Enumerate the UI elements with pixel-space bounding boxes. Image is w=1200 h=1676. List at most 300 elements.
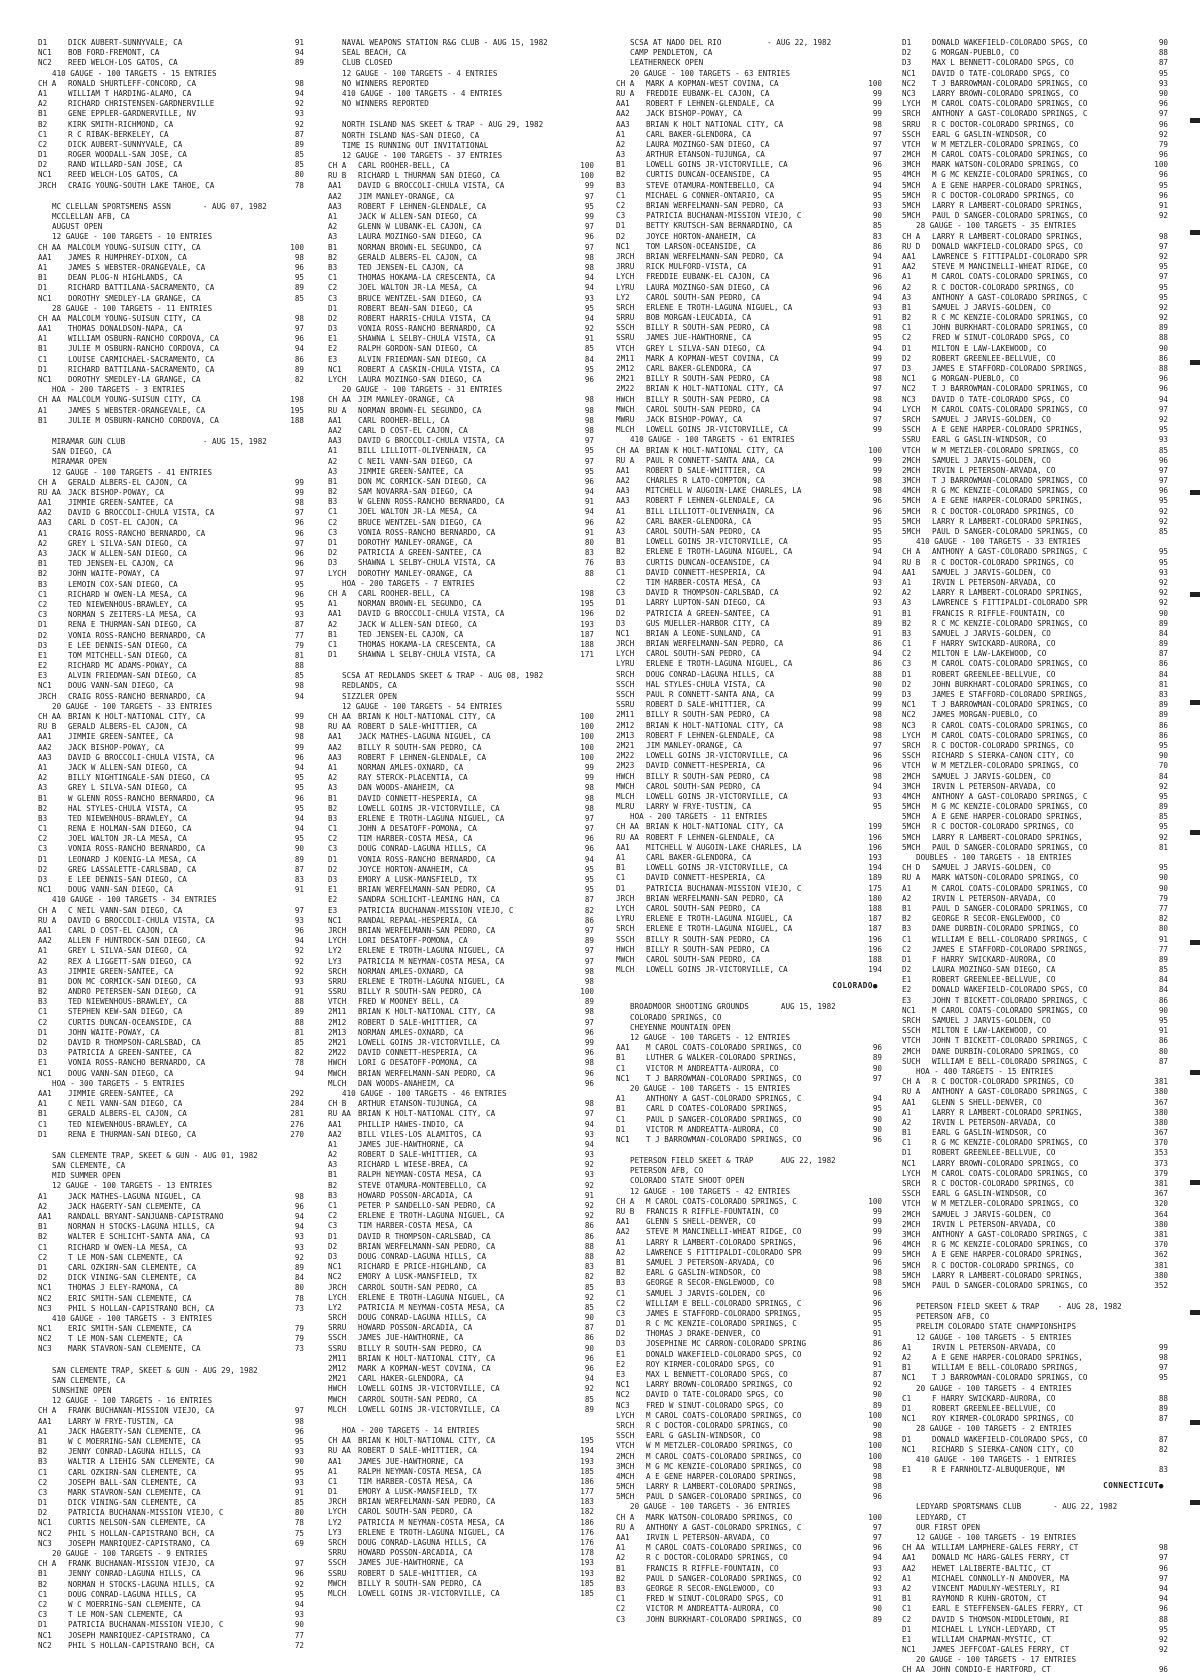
result-row [902,120,1168,130]
shoot-section [328,1426,594,1599]
score: 86 [872,639,882,649]
class-code [328,89,342,99]
class-code: C1 [616,1594,626,1604]
result-row [902,731,1168,741]
score: 78 [294,1518,304,1528]
result-row [616,344,882,354]
class-code: AA1 [38,732,52,742]
score [572,58,594,68]
score: 95 [872,1319,882,1329]
shooter-name: DAVID CONNETT-HESPERIA, CA [646,873,765,883]
score: 89 [294,283,304,293]
shoot-section [902,38,1168,1291]
class-code: A1 [328,446,338,456]
class-code [902,1384,916,1394]
shooter-name: GEORGE R SECOR-ENGLEWOOD, CO [646,1278,775,1288]
class-code: LYCH [902,1168,921,1178]
result-row [38,1406,304,1416]
shooter-name: JACK W ALLEN-SAN DIEGO, CA [358,619,477,629]
class-code: B1 [38,976,48,986]
result-row [328,1211,594,1221]
score: 89 [584,936,594,946]
shooter-name: G MORGAN-PUEBLO, CO [932,374,1019,384]
class-code: A2 [902,1583,912,1593]
result-row [616,609,882,619]
class-code: AA1 [38,925,52,935]
class-code: D1 [38,150,48,160]
shooter-name: M CAROL COATS-COLORADO SPRINGS, C [646,1196,797,1206]
shooter-name: DANE DURBIN-COLORADO SPRINGS, CO [932,924,1079,934]
shooter-name: W M METZLER-COLORADO SPRINGS, CO [932,761,1079,771]
margin-mark [1190,1420,1200,1425]
class-code: B2 [328,803,338,813]
score [282,232,304,242]
score: 91 [872,608,882,618]
score: 85 [584,1302,594,1312]
score: 367 [1154,1189,1168,1199]
shooter-name: VONIA ROSS-RANCHO BERNARDO, CA [68,630,206,640]
shooter-name: ERLENE E TROTH-LAGUNA NIGUEL, CA [646,914,793,924]
class-code: NC3 [38,1303,52,1313]
result-row [616,741,882,751]
score: 188 [290,415,304,425]
shooter-name: CAROL SOUTH-SAN PEDRO, CA [646,404,761,414]
class-code: C1 [902,1393,912,1403]
shooter-name: ROBERT BEAN-SAN DIEGO, CA [358,303,473,313]
shooter-name: M G MC KENZIE-COLORADO SPRINGS, CO [932,170,1088,180]
shooter-name: DONALD WAKFIELD-COLORADO SPGS, CO [932,241,1083,251]
results-page [38,38,1168,1675]
result-row [616,935,882,945]
class-code: C1 [38,129,48,139]
class-code [902,1655,916,1665]
class-code: B2 [616,1573,626,1583]
class-code [902,1513,916,1523]
shooter-name: BRIAN K HOLT-NATIONAL CITY, CA [646,822,784,832]
section-header-line [902,1523,1168,1533]
shooter-name: JULIE M OSBURN-RANCHO CORDOVA, CA [68,344,219,354]
result-row [616,1329,882,1339]
shoot-section [38,38,304,191]
score: 381 [1154,1229,1168,1239]
result-row [616,1360,882,1370]
shooter-name: LARRY R LAMBERT-COLORADO SPRINGS, [932,832,1083,842]
class-code [38,1396,52,1406]
score: 98 [584,976,594,986]
result-row [616,170,882,180]
shooter-name: BRIAN WERFELMANN-SAN PEDRO, CA [646,639,784,649]
score: 94 [1158,1594,1168,1604]
class-code: NC3 [38,1538,52,1548]
class-code: 5MCH [902,506,921,516]
result-row [328,824,594,834]
score: 97 [1158,241,1168,251]
shooter-name: BILLY R SOUTH-SAN PEDRO, CA [646,944,770,954]
score: 99 [872,1217,882,1227]
result-row [328,814,594,824]
class-code: 4MCH [902,170,921,180]
score [572,141,594,151]
result-row [38,559,304,569]
shooter-name: BRIAN K HOLT-NATIONAL CITY, CA [358,1353,496,1363]
score: 186 [580,1476,594,1486]
class-code: C1 [328,824,338,834]
section-header-line [902,1312,1168,1322]
class-code: B1 [328,476,338,486]
result-row [616,792,882,802]
result-row [38,1590,304,1600]
class-code: B2 [616,547,626,557]
class-code: B2 [616,1268,626,1278]
class-code: D1 [616,598,626,608]
section-header-line [902,1322,1168,1332]
class-code: A1 [616,853,626,862]
class-code: NC1 [616,241,630,251]
shooter-name: DOUG CONRAD-LAGUNA HILLS, CA [358,1251,487,1261]
score: 80 [1158,924,1168,934]
shooter-name: JAMES E STAFFORD-COLORADO SPRINGS, [932,690,1088,699]
class-code: D3 [328,875,338,884]
score: 93 [294,1242,304,1252]
class-code: LYCH [328,1507,347,1517]
result-row [616,425,882,435]
score: 97 [872,364,882,373]
class-code [38,437,52,447]
class-code: RU AA [328,1446,351,1456]
shooter-name: M CAROL COATS-COLORADO SPRINGS, CO [932,272,1088,282]
result-row [616,181,882,191]
class-code: NC1 [38,681,52,691]
class-code: RU AA [616,832,639,842]
class-code: D2 [616,608,626,618]
result-row [902,619,1168,629]
score: 96 [584,1027,594,1037]
shooter-name: LEMOIN COX-SAN DIEGO, CA [68,579,178,589]
class-code: D3 [902,58,912,68]
result-row [38,1488,304,1498]
result-row [616,731,882,741]
shooter-name: FREDDIE EUBANK-EL CAJON, CA [646,88,770,98]
result-row [328,885,594,895]
score: 94 [294,824,304,834]
shooter-name: HOWARD POSSON-ARCADIA, CA [358,1323,473,1333]
score: 85 [1158,527,1168,536]
class-code: B1 [902,608,912,618]
section-header-line [902,1513,1168,1523]
shooter-name: LORI DESATOFF-POMONA, CA [358,936,468,946]
score: 98 [1158,231,1168,241]
score: 97 [294,905,304,915]
shooter-name: LOWELL GOINS JR-VICTORVILLE, CA [358,1404,500,1414]
class-code: CH A [38,905,57,915]
shooter-name: PAUL D SANGER-COLORADO SPRINGS, CO [932,842,1088,852]
shooter-name: IRVIN L PETERSON-ARVADA, CO [932,577,1056,587]
shoot-section [38,1151,304,1355]
score: 80 [584,538,594,547]
shooter-name: FRANK BUCHANAN-MISSION VIEJO, CA [68,1559,215,1569]
score: 94 [294,1599,304,1609]
score: 96 [872,1043,882,1053]
shooter-name: TOM MITCHELL-SAN DIEGO, CA [68,650,187,660]
section-header-line [902,1384,1168,1394]
result-row [328,1283,594,1293]
section-header-line [616,812,882,822]
score: 87 [584,1323,594,1333]
shooter-name: ROY KIRMER-COLORADO SPGS, CO [646,1359,775,1369]
result-row [902,303,1168,313]
result-row [38,671,304,681]
class-code: NC2 [902,384,916,394]
shooter-name: DAVID G BROCCOLI-CHULA VISTA, CA [358,609,505,619]
shooter-name: DAVID O TATE-COLORADO SPGS, CO [646,1390,784,1400]
shooter-name: SAMUEL J JARVIS-GOLDEN, CO [932,567,1051,577]
class-code: LYCH [328,375,347,384]
score: 97 [584,456,594,466]
shooter-name: BOB FORD-FREMONT, CA [68,48,160,58]
result-row [902,395,1168,405]
result-row [38,692,304,702]
section-header-line [902,1067,1168,1077]
result-row [616,1513,882,1523]
result-row [328,1323,594,1333]
result-row [616,140,882,150]
score: 94 [872,251,882,261]
shooter-name: LOWELL GOINS JR-VICTORVILLE, CA [646,425,788,435]
score: 95 [1158,822,1168,832]
shooter-name: JACK W ALLEN-SAN DIEGO, CA [358,212,477,221]
shooter-name: DAVID G BROCCOLI-CHULA VISTA, CA [68,752,215,762]
score: 95 [1158,1016,1168,1025]
shooter-name: R G MC KENZIE-COLORADO SPRINGS, CO [932,1240,1088,1250]
class-code: D1 [38,620,48,630]
class-code: B2 [38,569,48,579]
class-code: AA1 [328,415,342,425]
section-header-line [328,702,594,712]
score: 89 [1158,954,1168,964]
result-row [38,600,304,610]
class-code: B3 [328,262,338,272]
shooter-name: DOROTHY SMEDLEY-LA GRANGE, CA [68,293,201,303]
class-code: CH AA [328,1436,351,1446]
shooter-name: JACK BISHOP-POWAY, CA [68,487,165,497]
result-row [328,558,594,568]
result-row [328,640,594,650]
class-code: LY2 [328,1302,342,1312]
class-code: B3 [328,813,338,823]
score [572,1426,594,1436]
shooter-name: WILLIAM E BELL-COLORADO SPRINGS, C [646,1298,802,1308]
shooter-name: ERLENE E TROTH-LAGUNA NIGUEL, CA [646,659,793,669]
shooter-name: ALVIN FRIEDMAN-SAN DIEGO, CA [358,354,487,364]
score: 83 [872,231,882,241]
shooter-name: ROBERT D SALE-WHITTIER, CA [646,465,765,475]
result-row [616,578,882,588]
score [282,1181,304,1191]
shooter-name: ERLENE E TROTH-LAGUNA NIGUEL, CA [358,976,505,986]
score: 98 [584,1058,594,1068]
result-row [38,804,304,814]
result-row [902,1087,1168,1097]
result-row [902,1594,1168,1604]
score: 98 [584,405,594,415]
class-code: A2 [38,99,48,109]
score [282,1161,304,1171]
shooter-name: MILTON E LAW-LAKEWOOD, CO [932,1026,1047,1036]
header-text: HOA - 400 TARGETS - 15 ENTRIES [916,1066,1054,1076]
shooter-name: BILLY R SOUTH-SAN PEDRO, CA [646,710,770,720]
score: 89 [1158,1403,1168,1413]
class-code: SRCH [902,1016,921,1025]
section-header-line [38,457,304,467]
shooter-name: RAYMOND R KUHN-GROTON, CT [932,1594,1047,1604]
result-row [616,211,882,221]
score: 92 [1158,414,1168,424]
score: 94 [872,343,882,353]
class-code: HWCH [328,1384,347,1394]
result-row [328,569,594,579]
class-code [38,1376,52,1386]
result-row [38,518,304,528]
class-code: RU A [616,1522,635,1532]
result-row [38,1212,304,1222]
score: 85 [1158,445,1168,455]
score: 95 [1158,547,1168,557]
score: 96 [294,334,304,344]
result-row [38,1610,304,1620]
shooter-name: RICHARD CHRISTENSEN-GARDNERVILLE [68,99,215,109]
shooter-name: JACK HAGERTY-SAN CLEMENTE, CA [68,1426,201,1436]
result-row [38,549,304,559]
class-code: JRCH [38,691,57,701]
score: 96 [294,559,304,569]
shooter-name: EARL G GASLIN-WINDSOR, CO [932,1189,1047,1199]
shooter-name: T J BARROWMAN-COLORADO SPRINGS, CO [932,476,1088,486]
result-row [328,1303,594,1313]
result-row [902,191,1168,201]
header-text: NORTH ISLAND NAS SKEET & TRAP - AUG 29, 1982 [342,120,544,130]
shooter-name: BRIAN WERFELMANN-SAN PEDRO, CA [646,201,784,210]
score: 188 [868,954,882,964]
shooter-name: WILLIAM E BELL-COLORADO SPRINGS, [932,1363,1079,1373]
score: 87 [872,1370,882,1380]
section-header-line [616,1166,882,1176]
class-code: A2 [38,773,48,783]
class-code: B2 [902,313,912,323]
class-code: B2 [902,618,912,628]
section-header-line [328,681,594,691]
class-code: D3 [38,640,48,650]
result-row [328,1569,594,1579]
shooter-name: WILLIAM T HARDING-ALAMO, CA [68,88,192,98]
shooter-name: R C MC KENZIE-COLORADO SPRINGS, CO [932,618,1088,628]
section-header-line [902,1455,1168,1465]
score [1146,537,1168,547]
class-code: C1 [616,567,626,577]
score: 86 [294,354,304,364]
score: 97 [294,569,304,579]
result-row [328,294,594,304]
shooter-name: RENA E THURMAN-SAN DIEGO, CA [68,620,197,630]
result-row [328,743,594,753]
score: 86 [1158,659,1168,669]
class-code: 2M11 [616,353,635,363]
result-row [902,568,1168,578]
class-code: C1 [38,1467,48,1477]
class-code: B1 [38,415,48,425]
shooter-name: ERLENE E TROTH-LAGUNA NIGUEL, CA [358,813,505,823]
class-code: SSCH [902,1026,921,1036]
class-code [616,1023,630,1033]
class-code: LYCH [328,568,347,578]
score: 83 [294,875,304,884]
class-code: A1 [38,88,48,98]
header-text: MCCLELLAN AFB, CA [52,212,130,221]
shooter-name: FRANK BUCHANAN-MISSION VIEJO, CA [68,1406,215,1416]
score [572,48,594,58]
class-code: SSCH [328,1333,347,1343]
shooter-name: REX A LIGGETT-SAN DIEGO, CA [68,956,192,966]
result-row [902,99,1168,109]
class-code: C1 [616,190,626,200]
section-header-line [616,435,882,445]
class-code: D2 [902,353,912,363]
class-code: C3 [616,588,626,598]
result-row [902,1169,1168,1179]
score: 97 [872,1533,882,1543]
score: 100 [580,712,594,721]
score: 381 [1154,1077,1168,1087]
score: 84 [1158,985,1168,995]
result-row [38,1539,304,1549]
result-row [328,1109,594,1119]
class-code: 2M12 [616,364,635,373]
class-code: RU AA [38,487,61,497]
class-code: D1 [328,650,338,660]
class-code: AA3 [616,496,630,506]
class-code: D1 [328,1231,338,1241]
score: 93 [294,109,304,119]
score: 96 [1158,384,1168,394]
shooter-name: CRAIG ROSS-RANCHO BERNARDO, CA [68,691,206,701]
result-row [328,1232,594,1242]
shooter-name: W M METZLER-COLORADO SPRINGS, CO [932,445,1079,455]
class-code: A1 [616,129,626,139]
score [860,1187,882,1197]
class-code: HWCH [616,944,635,954]
class-code: SSCH [902,1189,921,1199]
score: 97 [872,150,882,160]
score: 93 [872,201,882,210]
class-code: CH AA [38,242,61,252]
result-row [328,997,594,1007]
score: 79 [1158,139,1168,149]
score: 93 [584,1150,594,1160]
class-code: C2 [38,599,48,609]
result-row [616,1309,882,1319]
class-code: B2 [38,803,48,813]
class-code: LYCH [616,1410,635,1420]
score: 85 [294,1498,304,1508]
section-header-line [616,1013,882,1023]
result-row [616,1125,882,1135]
shooter-name: LOWELL GOINS JR-VICTORVILLE, CA [646,791,788,801]
result-row [38,1334,304,1344]
score: 100 [868,1512,882,1522]
result-row [38,1468,304,1478]
score [282,1314,304,1324]
class-code: 2MCH [902,1219,921,1229]
class-code: C3 [902,659,912,669]
